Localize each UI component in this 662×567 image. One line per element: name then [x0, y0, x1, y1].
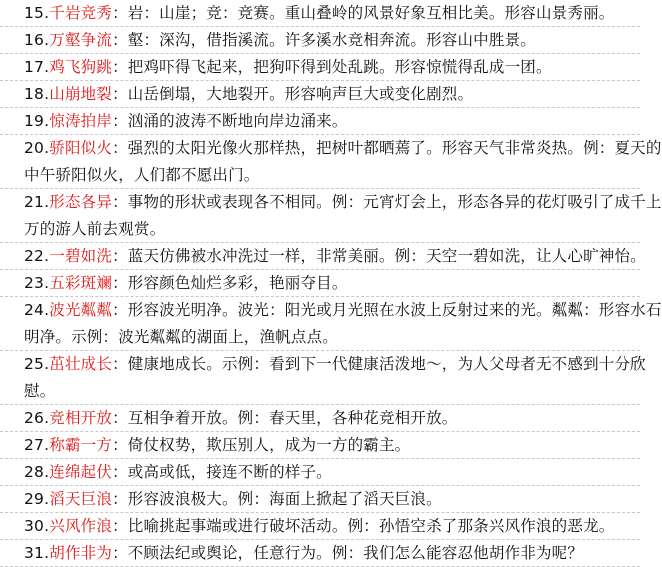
idiom-definition: ：把鸡吓得飞起来，把狗吓得到处乱跳。形容惊慌得乱成一团。 [112, 58, 552, 76]
entry-number: 16. [24, 31, 50, 49]
list-item [0, 540, 640, 567]
idiom-term: 五彩斑斓 [49, 274, 113, 292]
entry-line [24, 351, 646, 378]
entry-line [24, 0, 628, 27]
idiom-definition: ：不顾法纪或舆论，任意行为。例：我们怎么能容忍他胡作非为呢？ [112, 544, 584, 562]
entry-number: 28. [24, 463, 50, 481]
idiom-definition: ：岩：山崖；竞：竞赛。重山叠岭的风景好象互相比美。形容山景秀丽。 [112, 4, 615, 22]
entry-line [24, 81, 628, 108]
list-item [0, 486, 640, 513]
idiom-term: 兴风作浪 [49, 517, 113, 535]
list-item [0, 189, 662, 243]
entry-line [24, 189, 662, 216]
idiom-definition: ：山岳倒塌，大地裂开。形容响声巨大或变化剧烈。 [112, 85, 474, 103]
idiom-term: 千岩竞秀 [49, 4, 113, 22]
entry-line [24, 459, 628, 486]
entry-number: 18. [24, 85, 50, 103]
idiom-term: 称霸一方 [49, 436, 113, 454]
entry-number: 25. [24, 355, 50, 373]
entry-continuation-line: 中午骄阳似火，人们都不愿出门。 [24, 166, 260, 184]
idiom-term: 滔天巨浪 [49, 490, 113, 508]
list-item [0, 108, 640, 135]
idiom-term: 茁壮成长 [49, 355, 113, 373]
list-item [0, 405, 640, 432]
list-item [0, 27, 640, 54]
entry-line [24, 297, 662, 324]
idiom-term: 竞相开放 [49, 409, 113, 427]
list-item [0, 297, 662, 351]
idiom-definition: ：形容波浪极大。例：海面上掀起了滔天巨浪。 [112, 490, 442, 508]
entry-continuation-line: 慰。 [24, 382, 56, 400]
entry-line [24, 108, 628, 135]
list-item [0, 432, 640, 459]
entry-line [24, 135, 662, 162]
entry-continuation-line: 万的游人前去观赏。 [24, 220, 166, 238]
entry-continuation-line: 明净。示例：波光粼粼的湖面上，渔帆点点。 [24, 328, 339, 346]
idiom-term: 山崩地裂 [49, 85, 113, 103]
entry-number: 22. [24, 247, 50, 265]
entry-number: 20. [24, 139, 50, 157]
entry-number: 26. [24, 409, 50, 427]
entry-number: 31. [24, 544, 50, 562]
entry-line [24, 432, 628, 459]
list-item [0, 459, 640, 486]
entry-number: 27. [24, 436, 50, 454]
entry-number: 24. [24, 301, 50, 319]
idiom-term: 胡作非为 [49, 544, 113, 562]
idiom-definition: ：蓝天仿佛被水冲洗过一样，非常美丽。例：天空一碧如洗，让人心旷神怡。 [112, 247, 646, 265]
idiom-definition: ：事物的形状或表现各不相同。例：元宵灯会上，形态各异的花灯吸引了成千上 [112, 193, 662, 211]
idiom-term: 鸡飞狗跳 [49, 58, 113, 76]
idiom-definition: ：形容波光明净。波光：阳光或月光照在水波上反射过来的光。粼粼：形容水石 [112, 301, 662, 319]
entry-line [24, 270, 628, 297]
list-item [0, 351, 646, 405]
idiom-definition: ：壑：深沟，借指溪流。许多溪水竞相奔流。形容山中胜景。 [112, 31, 536, 49]
entry-number: 21. [24, 193, 50, 211]
idiom-definition: ：或高或低，接连不断的样子。 [112, 463, 332, 481]
list-item [0, 81, 640, 108]
entry-line [24, 54, 628, 81]
entry-line [24, 27, 628, 54]
entry-number: 19. [24, 112, 50, 130]
idiom-term: 波光粼粼 [49, 301, 113, 319]
entry-number: 15. [24, 4, 50, 22]
idiom-term: 连绵起伏 [49, 463, 113, 481]
idiom-term: 一碧如洗 [49, 247, 113, 265]
entry-line [24, 243, 646, 270]
entry-number: 17. [24, 58, 50, 76]
list-item [0, 54, 640, 81]
idiom-definition: ：形容颜色灿烂多彩，艳丽夺目。 [112, 274, 348, 292]
list-item [0, 135, 662, 189]
list-item [0, 513, 640, 540]
entry-line [24, 486, 628, 513]
entry-line [24, 540, 628, 567]
idiom-definition: ：汹涌的波涛不断地向岸边涌来。 [112, 112, 348, 130]
entry-number: 23. [24, 274, 50, 292]
idiom-definition: ：倚仗权势，欺压别人，成为一方的霸主。 [112, 436, 411, 454]
list-item [0, 0, 640, 27]
list-item [0, 270, 640, 297]
idiom-definition: ：互相争着开放。例：春天里，各种花竞相开放。 [112, 409, 458, 427]
idiom-definition: ：健康地成长。示例：看到下一代健康活泼地～，为人父母者无不感到十分欣 [112, 355, 646, 373]
entry-line [24, 513, 628, 540]
idiom-term: 形态各异 [49, 193, 113, 211]
idiom-term: 骄阳似火 [49, 139, 113, 157]
idiom-term: 万壑争流 [49, 31, 113, 49]
idiom-definition: ：强烈的太阳光像火那样热，把树叶都晒蔫了。形容天气非常炎热。例：夏天的 [112, 139, 662, 157]
entry-line [24, 405, 628, 432]
entry-number: 29. [24, 490, 50, 508]
idiom-term: 惊涛拍岸 [49, 112, 113, 130]
list-item [0, 243, 646, 270]
idiom-definition: ：比喻挑起事端或进行破坏活动。例：孙悟空杀了那条兴风作浪的恶龙。 [112, 517, 615, 535]
entry-number: 30. [24, 517, 50, 535]
